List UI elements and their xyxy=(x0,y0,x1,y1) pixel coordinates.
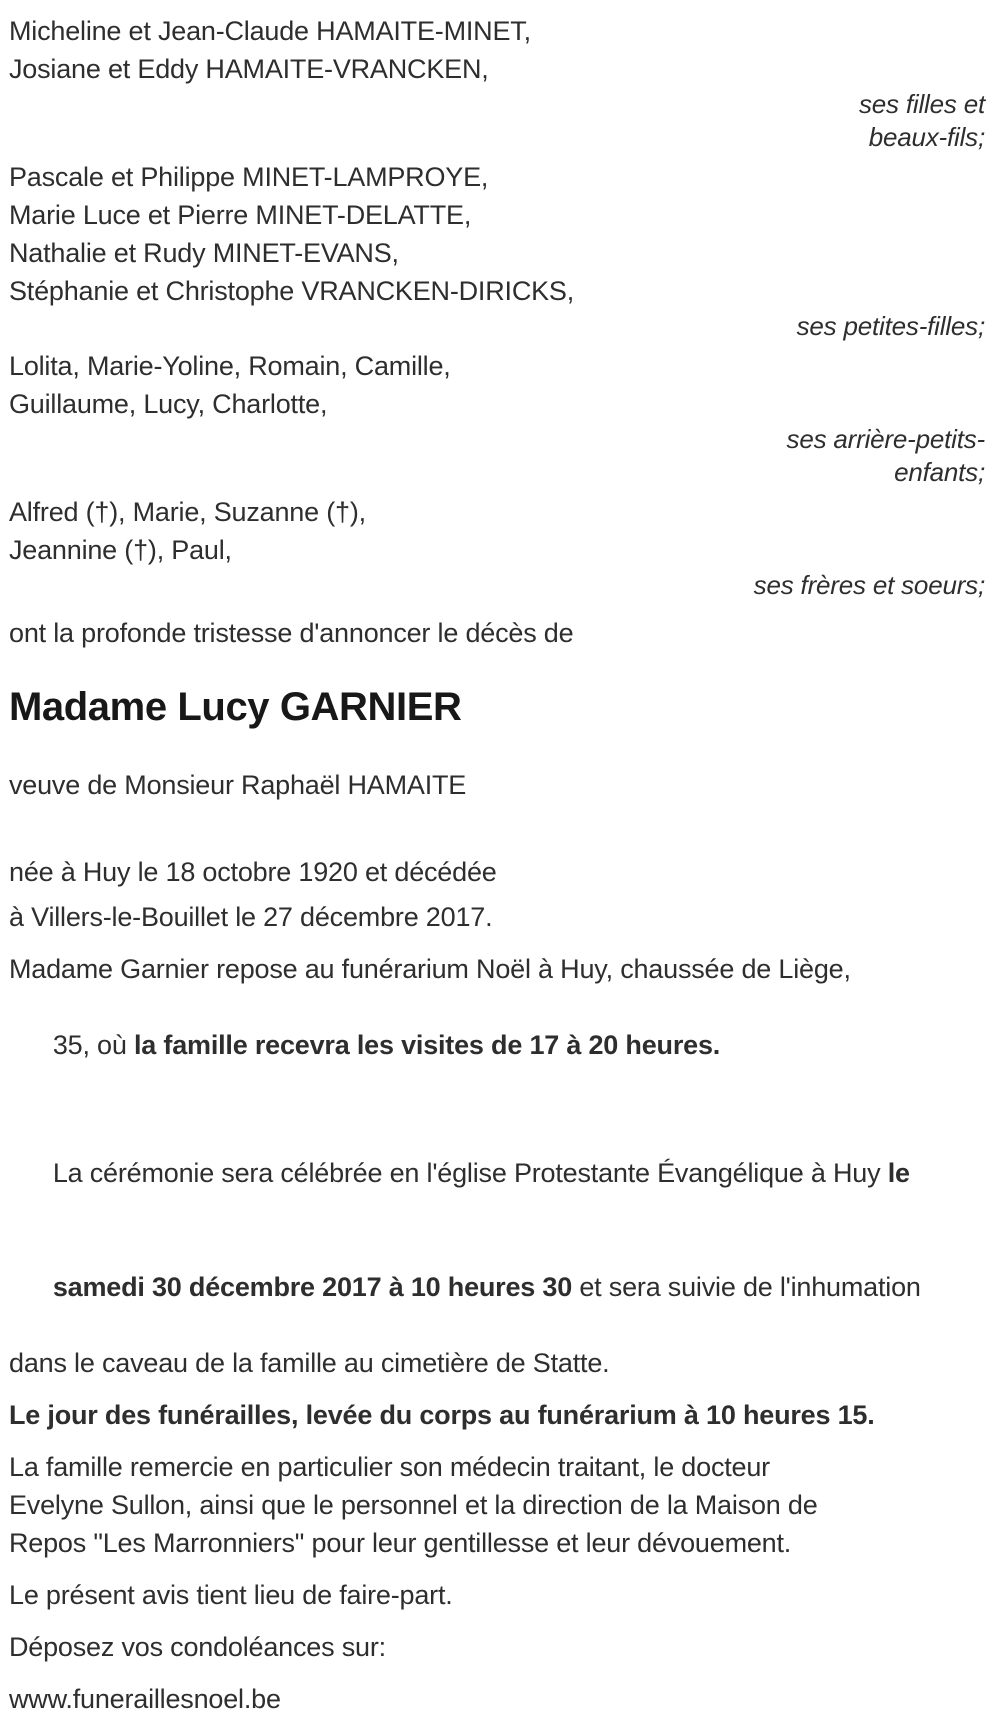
text-line: Madame Garnier repose au funérarium Noël à Huy, chaussée de Liège, xyxy=(9,954,851,984)
name-line: Nathalie et Rudy MINET-EVANS, xyxy=(9,238,399,268)
name-line: Alfred (†), Marie, Suzanne (†), xyxy=(9,497,366,527)
name-line: Guillaume, Lucy, Charlotte, xyxy=(9,389,328,419)
name-line: Lolita, Marie-Yoline, Romain, Camille, xyxy=(9,351,451,381)
levee-bold-line: Le jour des funérailles, levée du corps au funérarium à 10 heures 15. xyxy=(9,1400,875,1430)
thanks-paragraph xyxy=(9,1448,985,1562)
text-line xyxy=(9,1230,985,1344)
ceremony-date-bold: samedi 30 décembre 2017 à 10 heures 30 xyxy=(52,1272,573,1302)
text-line: Evelyne Sullon, ainsi que le personnel et la direction de la Maison de xyxy=(9,1490,818,1520)
name-line: Marie Luce et Pierre MINET-DELATTE, xyxy=(9,200,472,230)
relation-label: ses arrière-petits- xyxy=(786,424,985,454)
name-line: Pascale et Philippe MINET-LAMPROYE, xyxy=(9,162,489,192)
name-line: Josiane et Eddy HAMAITE-VRANCKEN, xyxy=(9,54,489,84)
text-line xyxy=(9,1116,985,1230)
levee-paragraph xyxy=(9,1396,985,1434)
condolences-paragraph xyxy=(9,1628,985,1666)
ceremony-date-bold: le xyxy=(887,1158,910,1188)
family-group-great-grandchildren xyxy=(9,347,985,489)
condolences-prompt: Déposez vos condoléances sur: xyxy=(9,1632,386,1662)
deceased-name: Madame Lucy GARNIER xyxy=(9,685,462,729)
family-group-siblings xyxy=(9,493,985,602)
visits-hours-bold: la famille recevra les visites de 17 à 20 heures. xyxy=(133,1030,721,1060)
text-line xyxy=(9,988,985,1102)
notice-paragraph xyxy=(9,1576,985,1614)
relation-label: ses frères et soeurs; xyxy=(753,570,985,600)
repose-paragraph xyxy=(9,950,985,1102)
relation-label: ses petites-filles; xyxy=(796,311,985,341)
family-group-daughters xyxy=(9,12,985,154)
birth-death-paragraph xyxy=(9,850,985,940)
widow-line: veuve de Monsieur Raphaël HAMAITE xyxy=(9,770,467,800)
text-run: et sera suivie de l'inhumation xyxy=(572,1272,921,1302)
text-run: La cérémonie sera célébrée en l'église Protestante Évangélique à Huy xyxy=(52,1158,888,1188)
relation-label: beaux-fils; xyxy=(868,122,985,152)
name-line: Stéphanie et Christophe VRANCKEN-DIRICKS, xyxy=(9,276,575,306)
relation-label: enfants; xyxy=(894,457,985,487)
text-line: Le présent avis tient lieu de faire-part. xyxy=(9,1580,453,1610)
text-line: Repos "Les Marronniers" pour leur gentillesse et leur dévouement. xyxy=(9,1528,792,1558)
announcement-line: ont la profonde tristesse d'annoncer le décès de xyxy=(9,618,574,648)
text-run: 35, où xyxy=(52,1030,134,1060)
family-section xyxy=(9,12,985,602)
relation-label: ses filles et xyxy=(858,89,985,119)
name-line: Micheline et Jean-Claude HAMAITE-MINET, xyxy=(9,16,531,46)
death-line: à Villers-le-Bouillet le 27 décembre 2017. xyxy=(9,902,493,932)
text-line: dans le caveau de la famille au cimetière de Statte. xyxy=(9,1348,610,1378)
family-group-granddaughters xyxy=(9,158,985,343)
ceremony-paragraph xyxy=(9,1116,985,1382)
website-link[interactable]: www.funeraillesnoel.be xyxy=(9,1684,281,1714)
name-line: Jeannine (†), Paul, xyxy=(9,535,232,565)
text-line: La famille remercie en particulier son médecin traitant, le docteur xyxy=(9,1452,770,1482)
birth-line: née à Huy le 18 octobre 1920 et décédée xyxy=(9,857,497,887)
